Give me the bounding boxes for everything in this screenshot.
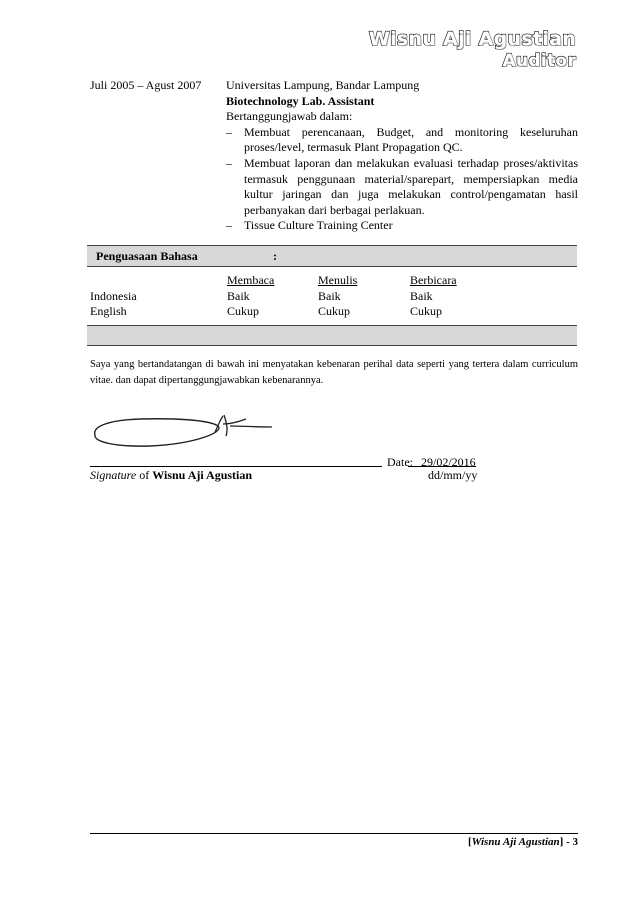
responsibility-item: – Membuat laporan dan melakukan evaluasi terhadap proses/aktivitas termasuk penggunaan material/sparepart, mempersiapkan media kultur jaringan dan juga melakukan control/pengamatan hasil perbanyakan dari berbagai perlakuan.: [226, 156, 578, 218]
date-value: 29/02/2016: [421, 455, 476, 469]
experience-institution: Universitas Lampung, Bandar Lampung: [226, 78, 420, 92]
signature-line: [90, 466, 382, 467]
responsibility-item: – Membuat perencanaan, Budget, and monitoring keseluruhan proses/level, termasuk Plant Propagation QC.: [226, 125, 578, 156]
header-speaking: Berbicara: [410, 273, 457, 287]
header-writing: Menulis: [318, 273, 358, 287]
signature-caption-name: Wisnu Aji Agustian: [152, 468, 253, 482]
signature-caption-of: of: [136, 468, 153, 482]
table-row: [90, 289, 490, 305]
experience-details: [226, 78, 578, 234]
date-underline: [408, 466, 476, 467]
writing-level: Baik: [318, 288, 341, 303]
language-section-colon: :: [273, 249, 277, 263]
table-row: [90, 304, 490, 320]
footer-name: Wisnu Aji Agustian: [471, 836, 560, 848]
language-name: Indonesia: [90, 288, 137, 303]
speaking-level: Baik: [410, 288, 433, 303]
header-name: Wisnu Aji Agustian: [368, 28, 576, 50]
reading-level: Baik: [227, 288, 250, 303]
language-table-header: [90, 273, 490, 289]
signature-image: [90, 402, 280, 452]
language-section-header: [87, 245, 577, 267]
header-reading: Membaca: [227, 273, 275, 287]
footer-rule: [90, 833, 578, 834]
language-section-title: Penguasaan Bahasa: [96, 249, 198, 263]
signature-caption-label: Signature: [90, 468, 137, 482]
responsibility-item: – Tissue Culture Training Center: [226, 218, 578, 234]
date-format: dd/mm/yy: [428, 468, 478, 482]
experience-responsibility-intro: Bertanggungjawab dalam:: [226, 109, 353, 124]
language-name: English: [90, 304, 127, 318]
signature-caption: [90, 468, 252, 483]
responsibility-list: [226, 125, 578, 234]
page-number: 3: [572, 836, 578, 848]
section-divider-bar: [87, 325, 577, 346]
experience-period: Juli 2005 – Agust 2007: [90, 78, 202, 92]
declaration-statement: Saya yang bertandatangan di bawah ini menyatakan kebenaran perihal data seperti yang tertera dalam curriculum vitae. dan dapat dipertanggungjawabkan kebenarannya.: [90, 359, 578, 386]
speaking-level: Cukup: [410, 304, 443, 318]
date-label: Date:: [387, 455, 413, 469]
header-role: Auditor: [502, 51, 576, 71]
writing-level: Cukup: [318, 304, 351, 318]
reading-level: Cukup: [227, 304, 260, 318]
experience-position: Biotechnology Lab. Assistant: [226, 93, 375, 108]
language-table: [90, 273, 490, 320]
footer: [Wisnu Aji Agustian] - 3: [467, 836, 578, 848]
